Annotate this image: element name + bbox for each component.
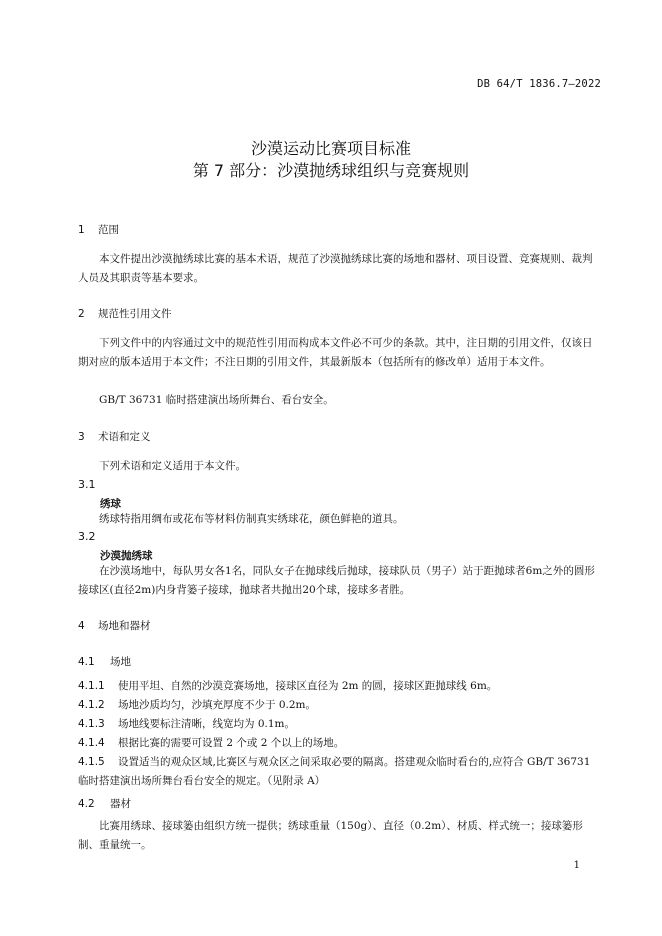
clause-number: 4.1.1: [78, 680, 105, 692]
section-number: 2: [78, 308, 85, 320]
document-title: 沙漠运动比赛项目标准: [250, 139, 411, 158]
section-title: 范围: [98, 224, 119, 236]
section-heading-venue-equipment: [78, 618, 151, 633]
standard-code: DB 64/T 1836.7—2022: [477, 78, 601, 90]
subsection-title: 场地: [110, 656, 131, 668]
subsection-heading-equipment: [78, 796, 131, 811]
clause-item: [78, 715, 598, 734]
section-number: 3: [78, 431, 85, 443]
clause-item: [78, 734, 598, 753]
reference-item: GB/T 36731 临时搭建演出场所舞台、看台安全。: [99, 394, 334, 406]
scope-paragraph: 本文件提出沙漠抛绣球比赛的基本术语，规范了沙漠抛绣球比赛的场地和器材、项目设置、竞赛规则、裁判人员及其职责等基本要求。: [78, 253, 593, 284]
term-number: 3.1: [78, 478, 96, 491]
subsection-title: 器材: [110, 798, 131, 810]
clause-text: 场地沙质均匀，沙填充厚度不少于 0.2m。: [118, 699, 316, 711]
section-title: 规范性引用文件: [98, 308, 172, 320]
clause-number: 4.1.2: [78, 699, 105, 711]
section-heading-scope: [78, 222, 119, 237]
subsection-number: 4.1: [78, 656, 95, 668]
section-number: 4: [78, 620, 85, 632]
clause-item: [78, 677, 598, 696]
term-name: 绣球: [100, 498, 121, 510]
subsection-heading-venue: [78, 654, 131, 669]
clause-text: 设置适当的观众区域,比赛区与观众区之间采取必要的隔离。搭建观众临时看台的,应符合 GB/T 36731 临时搭建演出场所舞台看台安全的规定。（见附录 A）: [78, 756, 591, 787]
section-title: 术语和定义: [98, 431, 151, 443]
clause-number: 4.1.4: [78, 737, 105, 749]
clause-text: 根据比赛的需要可设置 2 个或 2 个以上的场地。: [118, 737, 345, 749]
page-number: 1: [573, 860, 580, 871]
term-definition: 绣球特指用绸布或花布等材料仿制真实绣球花，颜色鲜艳的道具。: [99, 513, 404, 525]
clause-number: 4.1.5: [78, 756, 105, 768]
clause-text: 场地线要标注清晰，线宽均为 0.1m。: [118, 718, 295, 730]
clause-number: 4.1.3: [78, 718, 105, 730]
clause-text: 使用平坦、自然的沙漠竞赛场地，接球区直径为 2m 的圆，接球区距抛球线 6m。: [118, 680, 498, 692]
term-name: 沙漠抛绣球: [100, 550, 153, 562]
section-number: 1: [78, 224, 85, 236]
subsection-number: 4.2: [78, 798, 95, 810]
section-heading-normative-references: [78, 306, 172, 321]
references-paragraph: 下列文件中的内容通过文中的规范性引用而构成本文件必不可少的条款。其中，注日期的引用文件，仅该日期对应的版本适用于本文件；不注日期的引用文件，其最新版本（包括所有的修改单）适用于本文件。: [78, 337, 593, 368]
clause-item: [78, 696, 598, 715]
section-title: 场地和器材: [98, 620, 151, 632]
term-definition: 在沙漠场地中，每队男女各1名，同队女子在抛球线后抛球，接球队员（男子）站于距抛球者6m之外的圆形接球区(直径2m)内身背篓子接球，抛球者共抛出20个球，接球多者胜。: [78, 565, 595, 596]
equipment-paragraph: 比赛用绣球、接球篓由组织方统一提供；绣球重量（150g）、直径（0.2m）、材质、样式统一；接球篓形制、重量统一。: [78, 820, 583, 851]
term-number: 3.2: [78, 530, 96, 543]
clause-item: [78, 753, 598, 791]
document-subtitle: 第 7 部分：沙漠抛绣球组织与竞赛规则: [192, 161, 470, 180]
terms-intro: 下列术语和定义适用于本文件。: [99, 460, 246, 472]
section-heading-terms: [78, 429, 151, 444]
